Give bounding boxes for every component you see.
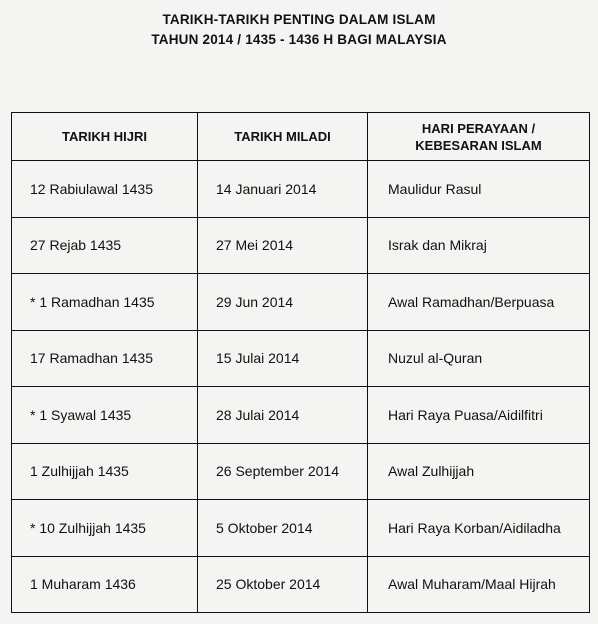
table-row [12,387,590,444]
cell-miladi: 26 September 2014 [198,443,368,500]
header-hijri: TARIKH HIJRI [12,113,198,161]
table-row [12,443,590,500]
title-line-2: TAHUN 2014 / 1435 - 1436 H BAGI MALAYSIA [151,32,447,47]
page-title [0,10,598,50]
cell-perayaan: Israk dan Mikraj [368,217,590,274]
header-perayaan [368,113,590,161]
cell-perayaan: Hari Raya Korban/Aidiladha [368,500,590,557]
cell-perayaan: Awal Muharam/Maal Hijrah [368,556,590,613]
cell-hijri: 1 Zulhijjah 1435 [12,443,198,500]
cell-miladi: 27 Mei 2014 [198,217,368,274]
cell-miladi: 14 Januari 2014 [198,161,368,218]
cell-hijri: 1 Muharam 1436 [12,556,198,613]
cell-hijri: * 10 Zulhijjah 1435 [12,500,198,557]
cell-miladi: 28 Julai 2014 [198,387,368,444]
cell-hijri: * 1 Syawal 1435 [12,387,198,444]
header-perayaan-line-1: HARI PERAYAAN / [421,120,536,136]
header-perayaan-line-2: KEBESARAN ISLAM [415,137,542,153]
cell-hijri: 12 Rabiulawal 1435 [12,161,198,218]
header-row [12,113,590,161]
cell-perayaan: Awal Ramadhan/Berpuasa [368,274,590,331]
cell-perayaan: Maulidur Rasul [368,161,590,218]
table-row [12,500,590,557]
cell-miladi: 29 Jun 2014 [198,274,368,331]
cell-miladi: 5 Oktober 2014 [198,500,368,557]
cell-hijri: 17 Ramadhan 1435 [12,330,198,387]
cell-perayaan: Awal Zulhijjah [368,443,590,500]
table-row [12,556,590,613]
table-row [12,161,590,218]
cell-hijri: 27 Rejab 1435 [12,217,198,274]
table-row [12,217,590,274]
cell-miladi: 25 Oktober 2014 [198,556,368,613]
header-miladi: TARIKH MILADI [198,113,368,161]
table-row [12,274,590,331]
cell-miladi: 15 Julai 2014 [198,330,368,387]
table-row [12,330,590,387]
cell-perayaan: Nuzul al-Quran [368,330,590,387]
title-line-1: TARIKH-TARIKH PENTING DALAM ISLAM [162,12,436,27]
cell-hijri: * 1 Ramadhan 1435 [12,274,198,331]
cell-perayaan: Hari Raya Puasa/Aidilfitri [368,387,590,444]
dates-table [11,112,590,613]
